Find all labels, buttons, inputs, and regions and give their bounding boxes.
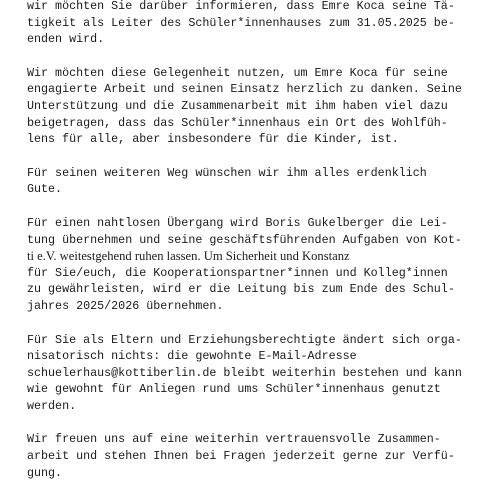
paragraph-announcement	[27, 0, 487, 48]
text-line: enden wird.	[27, 32, 105, 47]
document-body	[27, 0, 487, 498]
text-line: Für seinen weiteren Weg wünschen wir ihm alles erdenklich	[27, 165, 427, 180]
text-line: tung übernehmen und seine geschäftsführenden Aufgaben von Kot-	[27, 232, 462, 247]
text-line: Unterstützung und die Zusammenarbeit mit ihm haben viel dazu	[27, 98, 448, 113]
text-line: Wir freuen uns auf eine weiterhin vertrauensvolle Zusammen-	[27, 432, 441, 447]
text-line: jahres 2025/2026 übernehmen.	[27, 298, 224, 313]
text-line: engagierte Arbeit und seinen Einsatz herzlich zu danken. Seine	[27, 82, 462, 97]
text-line: Gute.	[27, 182, 63, 197]
paragraph-closing	[27, 431, 487, 481]
text-line: nisatorisch nichts: die gewohnte E-Mail-Adresse	[27, 349, 357, 364]
text-line: gung.	[27, 465, 63, 480]
text-line: tigkeit als Leiter des Schüler*innenhauses zum 31.05.2025 be-	[27, 15, 455, 30]
paragraph-thanks	[27, 65, 487, 148]
text-line: Wir möchten diese Gelegenheit nutzen, um Emre Koca für seine	[27, 65, 448, 80]
text-line: werden.	[27, 398, 77, 413]
paragraph-transition	[27, 215, 487, 315]
text-line: Für Sie als Eltern und Erziehungsberechtigte ändert sich orga-	[27, 332, 462, 347]
text-line: beigetragen, dass das Schüler*innenhaus ein Ort des Wohlfüh-	[27, 115, 448, 130]
text-line: ti e.V. weitestgehend ruhen lassen. Um Sicherheit und Konstanz	[27, 249, 350, 264]
text-line: für Sie/euch, die Kooperationspartner*innen und Kolleg*innen	[27, 265, 448, 280]
text-line: wir möchten Sie darüber informieren, dass Emre Koca seine Tä-	[27, 0, 455, 13]
text-line: Für einen nahtlosen Übergang wird Boris Gukelberger die Lei-	[27, 215, 448, 230]
text-line: wie gewohnt für Anliegen rund ums Schüler*innenhaus genutzt	[27, 382, 441, 397]
text-line: arbeit und stehen Ihnen bei Fragen jederzeit gerne zur Verfü-	[27, 449, 455, 464]
text-line: schuelerhaus@kottiberlin.de bleibt weiterhin bestehen und kann	[27, 365, 462, 380]
text-line: lens für alle, aber insbesondere für die Kinder, ist.	[27, 132, 399, 147]
paragraph-parents-info	[27, 332, 487, 415]
text-line: zu gewährleisten, wird er die Leitung bis zum Ende des Schul-	[27, 282, 455, 297]
paragraph-wishes	[27, 165, 487, 198]
